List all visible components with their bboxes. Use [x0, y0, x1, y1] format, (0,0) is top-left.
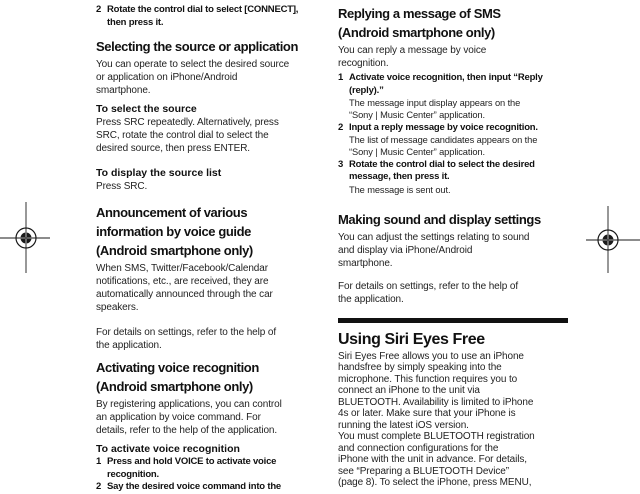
para-sound-display: You can adjust the settings relating to sound and display via iPhone/Android smartphone.	[338, 231, 530, 269]
step-text: Press and hold VOICE to activate voice recognition.	[107, 456, 277, 480]
step-number: 2	[338, 121, 344, 133]
step-voice-1	[96, 456, 322, 481]
para-replying-sms: You can reply a message by voice recognition.	[338, 45, 487, 69]
step-reply-1	[338, 72, 568, 97]
step-voice-2	[96, 481, 322, 494]
heading-selecting-source: Selecting the source or application	[96, 39, 298, 55]
para-announcement-details: For details on settings, refer to the help of the application.	[96, 327, 277, 352]
registration-mark-left-icon	[0, 202, 52, 276]
subheading-select-source: To select the source	[96, 103, 197, 116]
step-reply-3	[338, 159, 568, 184]
step-number: 2	[96, 4, 102, 15]
step-text: Rotate the control dial to select [CONNECT], then press it.	[107, 4, 299, 28]
step-text: Say the desired voice command into the	[107, 481, 282, 493]
para-selecting-source: You can operate to select the desired source or application on iPhone/Android smartphone.	[96, 59, 290, 97]
right-column	[338, 0, 568, 489]
step-text: Rotate the control dial to select the desired message, then press it.	[349, 158, 535, 183]
step-text: Activate voice recognition, then input “Reply (reply).”	[349, 72, 543, 96]
heading-announcement: Announcement of various information by voice guide (Android smartphone only)	[96, 205, 253, 259]
step-note: The message input display appears on the “Sony | Music Center” application.	[349, 98, 521, 121]
step-note: The message is sent out.	[349, 184, 451, 195]
subheading-display-source-list: To display the source list	[96, 167, 222, 180]
step-number: 2	[96, 481, 102, 493]
heading-sound-display: Making sound and display settings	[338, 211, 541, 227]
step-number: 1	[96, 456, 102, 468]
section-divider	[338, 318, 568, 323]
heading-replying-sms: Replying a message of SMS (Android smartphone only)	[338, 6, 501, 40]
step-number: 1	[338, 72, 344, 83]
para-select-source: Press SRC repeatedly. Alternatively, press SRC, rotate the control dial to select the desired source, then press ENTER.	[96, 117, 279, 155]
left-column	[96, 0, 322, 494]
para-announcement: When SMS, Twitter/Facebook/Calendar notifications, etc., are received, they are automatically announced through the car speakers.	[96, 263, 273, 314]
para-sound-details: For details on settings, refer to the help of the application.	[338, 280, 519, 305]
step-text: Input a reply message by voice recognition.	[349, 121, 538, 133]
para-display-source-list: Press SRC.	[96, 181, 148, 193]
heading-siri-eyes-free: Using Siri Eyes Free	[338, 330, 485, 348]
heading-activating-voice: Activating voice recognition (Android smartphone only)	[96, 360, 259, 395]
registration-mark-right-icon	[584, 206, 640, 276]
subheading-activate-voice: To activate voice recognition	[96, 443, 240, 456]
step-connect	[96, 4, 322, 29]
para-siri-eyes-free: Siri Eyes Free allows you to use an iPhone handsfree by simply speaking into the microphone. This function requires you to connect an iPhone to the unit via BLUETOOTH. Availability is limited to iPhone 4s or later. Make sure that your iPhone is running the latest iOS version. You must complete BLUETOOTH registration and connection configurations for the iPhone with the unit in advance. For details, see “Preparing a BLUETOOTH Device” (page 8). To select the iPhone, press MENU,	[338, 350, 535, 489]
step-number: 3	[338, 158, 344, 170]
para-activating-voice: By registering applications, you can control an application by voice command. For details, refer to the help of the application.	[96, 399, 282, 437]
step-note: The list of message candidates appears on the “Sony | Music Center” application.	[349, 135, 538, 158]
step-reply-2	[338, 122, 568, 135]
